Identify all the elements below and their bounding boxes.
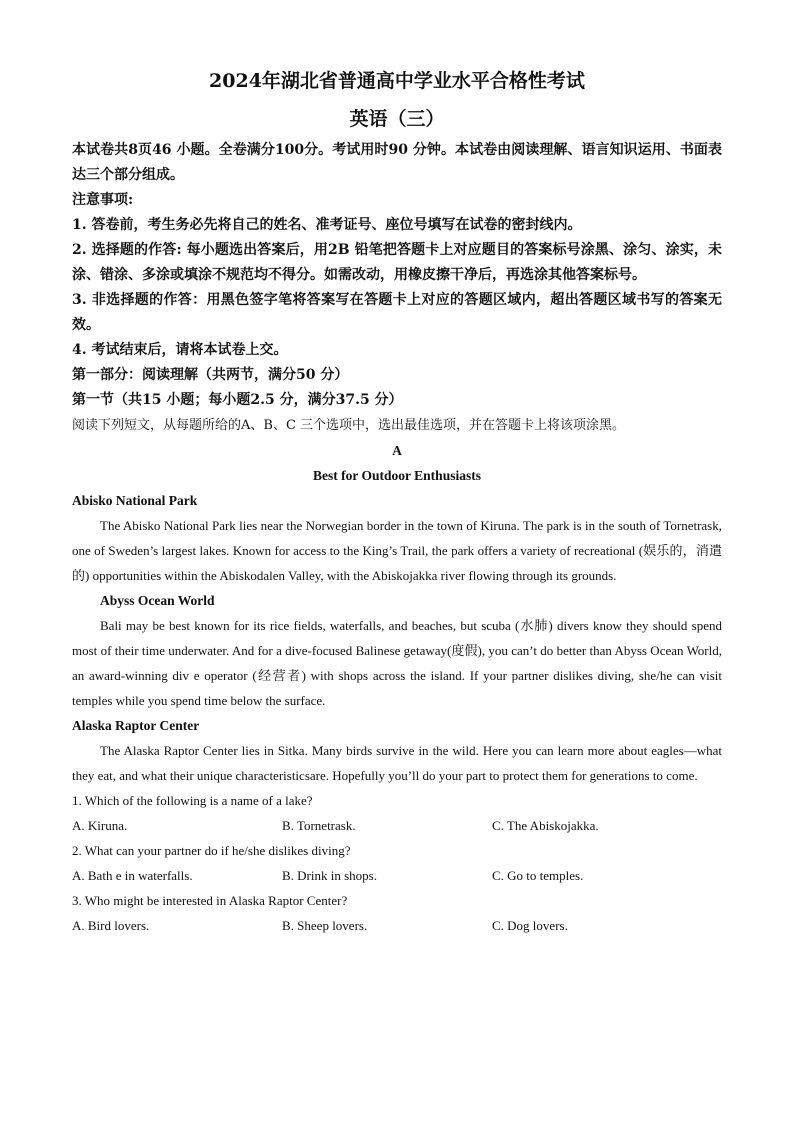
option-1a: A. Kiruna. [72,818,128,833]
notice-item-1: 1. 答卷前，考生务必先将自己的姓名、准考证号、座位号填写在试卷的密封线内。 [72,217,582,233]
intro-paragraph: 本试卷共8页46 小题。全卷满分100分。考试用时90 分钟。本试卷由阅读理解、语言知识运用、书面表达三个部分组成。 [72,142,722,183]
option-3a: A. Bird lovers. [72,918,150,933]
exam-title: 2024年湖北省普通高中学业水平合格性考试 [209,70,585,92]
option-1b: B. Tornetrask. [282,818,356,833]
question-options-2 [72,863,722,888]
instruction-text: 阅读下列短文，从每题所给的A、B、C 三个选项中，选出最佳选项，并在答题卡上将该项涂黑。 [72,418,626,433]
passage-letter: A [392,443,402,458]
notice-item-4: 4. 考试结束后，请将本试卷上交。 [72,342,288,358]
question-stem-2: 2. What can your partner do if he/she dislikes diving? [72,843,351,858]
option-3b: B. Sheep lovers. [282,918,368,933]
question-options-1 [72,813,722,838]
section-body-abisko: The Abisko National Park lies near the Norwegian border in the town of Kiruna. The park is in the south of Tornetrask, one of Sweden’s largest lakes. Known for access to the King’s Trail, the park offers a variety of recreational (娱乐的，消遣的) opportunities within the Abiskodalen Valley, with the Abiskojakka river flowing through its grounds. [72,518,722,583]
option-2c: C. Go to temples. [492,868,584,883]
section-heading: 第一节（共15 小题；每小题2.5 分，满分37.5 分） [72,392,403,408]
exam-subtitle: 英语（三） [349,108,445,130]
notice-item-2: 2. 选择题的作答: 每小题选出答案后，用2B 铅笔把答题卡上对应题目的答案标号涂黑、涂匀、涂实，未涂、错涂、多涂或填涂不规范均不得分。如需改动，用橡皮擦干净后，再选涂其他答案标号。 [72,242,722,283]
section-body-alaska: The Alaska Raptor Center lies in Sitka. Many birds survive in the wild. Here you can learn more about eagles—what they eat, and what their unique characteristicsare. Hopefully you’ll do your part to protect them for generations to come. [72,743,722,783]
option-3c: C. Dog lovers. [492,918,568,933]
part-heading: 第一部分：阅读理解（共两节，满分50 分） [72,367,349,383]
question-options-3 [72,913,722,938]
option-1c: C. The Abiskojakka. [492,818,599,833]
passage-title: Best for Outdoor Enthusiasts [313,468,481,483]
notice-item-3: 3. 非选择题的作答：用黑色签字笔将答案写在答题卡上对应的答题区域内，超出答题区域书写的答案无效。 [72,292,722,333]
option-2a: A. Bath e in waterfalls. [72,868,193,883]
option-2b: B. Drink in shops. [282,868,377,883]
notice-heading: 注意事项: [72,192,134,208]
section-heading-abisko: Abisko National Park [72,493,198,508]
section-heading-abyss: Abyss Ocean World [100,593,215,608]
section-heading-alaska: Alaska Raptor Center [72,718,200,733]
section-body-abyss: Bali may be best known for its rice fields, waterfalls, and beaches, but scuba (水肺) divers know they should spend most of their time underwater. And for a dive-focused Balinese getaway(度假), you can’t do better than Abyss Ocean World, an award-winning div e operator (经营者) with shops across the island. If your partner dislikes diving, she/he can visit temples while you spend time below the surface. [72,618,722,708]
question-stem-1: 1. Which of the following is a name of a lake? [72,793,313,808]
question-stem-3: 3. Who might be interested in Alaska Raptor Center? [72,893,348,908]
